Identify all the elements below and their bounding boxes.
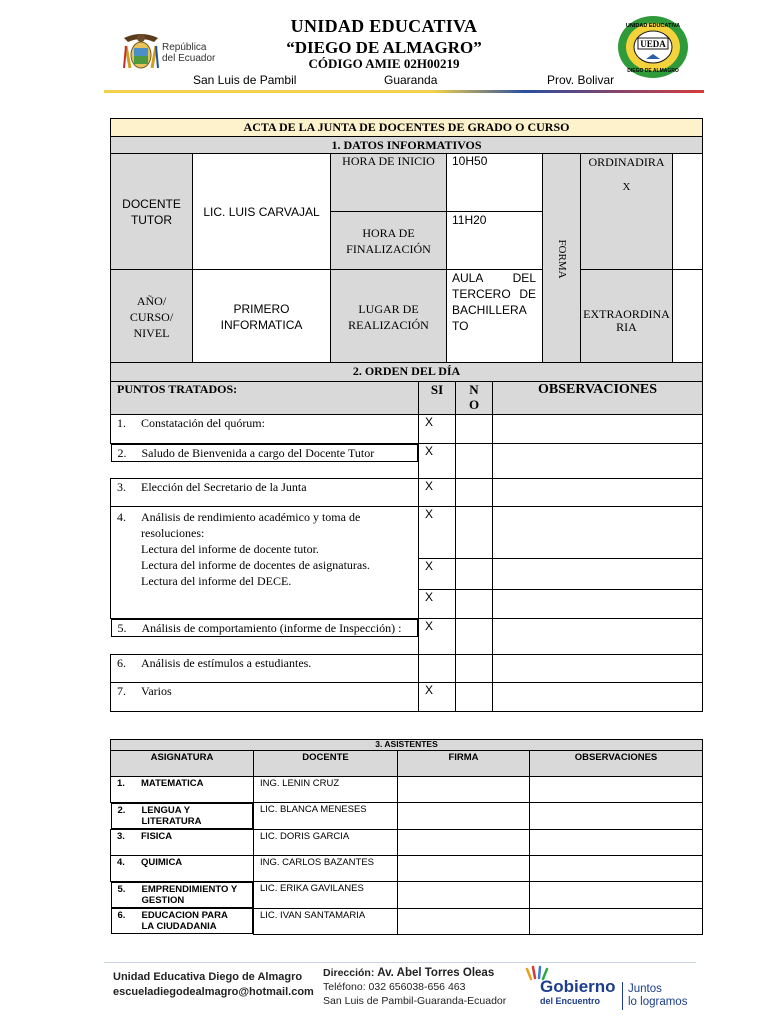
row-obs-cell xyxy=(530,882,703,909)
item-obs-cell xyxy=(493,655,703,683)
col-observaciones-asist: OBSERVACIONES xyxy=(530,751,703,777)
item-text: Saludo de Bienvenida a cargo del Docente Tutor xyxy=(141,446,375,460)
item-number: 7. xyxy=(117,684,126,698)
item-obs-cell xyxy=(493,590,703,619)
item-text: Varios xyxy=(141,684,172,698)
row-firma-cell xyxy=(398,830,530,856)
asistente-row xyxy=(111,882,703,909)
gobierno-logo xyxy=(540,978,616,1006)
item-si-mark: X xyxy=(419,683,456,712)
lugar-value: AULA DEL TERCERO DE BACHILLERA TO xyxy=(447,270,543,364)
ordinaria-cell xyxy=(581,154,673,270)
asistentes-table xyxy=(110,739,703,935)
orden-row xyxy=(111,507,703,559)
item-text: Elección del Secretario de la Junta xyxy=(141,480,307,494)
row-docente: LIC. BLANCA MENESES xyxy=(254,803,398,830)
col-firma: FIRMA xyxy=(398,751,530,777)
item-obs-cell xyxy=(493,683,703,712)
footer-divider xyxy=(104,962,696,963)
republica-line2: del Ecuador xyxy=(162,53,216,64)
encuentro-text: del Encuentro xyxy=(540,996,601,1006)
acta-title: ACTA DE LA JUNTA DE DOCENTES DE GRADO O CURSO xyxy=(111,119,703,137)
item-si-mark: X xyxy=(419,507,456,559)
row-docente: LIC. DORIS GARCIA xyxy=(254,830,398,856)
item-text: Análisis de rendimiento académico y toma de resoluciones: xyxy=(141,510,361,540)
row-docente: LIC. IVAN SANTAMARIA xyxy=(254,908,398,934)
col-observaciones: OBSERVACIONES xyxy=(493,382,703,415)
row-docente: ING. CARLOS BAZANTES xyxy=(254,856,398,882)
document-header xyxy=(0,0,768,96)
item-no-cell xyxy=(456,655,493,683)
row-number: 1. xyxy=(117,778,125,789)
item-number: 4. xyxy=(117,510,126,524)
row-firma-cell xyxy=(398,856,530,882)
acta-table xyxy=(110,118,703,364)
item-subtext: Lectura del informe del DECE. xyxy=(141,574,292,588)
row-asignatura: FISICA xyxy=(141,831,173,842)
item-text: Análisis de comportamiento (informe de Inspección) : xyxy=(141,621,402,635)
orden-row xyxy=(111,415,703,444)
row-number: 4. xyxy=(117,857,125,868)
extraordinaria-check-cell xyxy=(673,270,703,364)
orden-table xyxy=(110,362,703,712)
col-no: N O xyxy=(456,382,493,415)
asistente-row xyxy=(111,777,703,803)
row-docente: ING. LENIN CRUZ xyxy=(254,777,398,803)
footer-school-info xyxy=(113,970,314,1000)
item-obs-cell xyxy=(493,619,703,655)
school-logo-icon xyxy=(616,14,690,80)
forma-label xyxy=(543,154,581,364)
item-obs-cell xyxy=(493,415,703,444)
ordinaria-label: ORDINADIRA xyxy=(588,155,665,169)
item-no-cell xyxy=(456,444,493,479)
hora-fin-value: 11H20 xyxy=(447,212,543,270)
republica-line1: República xyxy=(162,42,207,53)
docente-tutor-label: DOCENTE TUTOR xyxy=(111,154,193,270)
row-firma-cell xyxy=(398,882,530,909)
location-province: Prov. Bolivar xyxy=(547,73,615,87)
row-number: 5. xyxy=(117,884,126,895)
row-firma-cell xyxy=(398,908,530,934)
lugar-label: LUGAR DE REALIZACIÓN xyxy=(331,270,447,364)
item-no-cell xyxy=(456,590,493,619)
juntos-line1: Juntos xyxy=(628,983,662,995)
item-si-mark: X xyxy=(419,559,456,590)
amie-code: CÓDIGO AMIE 02H00219 xyxy=(308,56,460,71)
page-title: UNIDAD EDUCATIVA xyxy=(290,16,478,36)
school-name: “DIEGO DE ALMAGRO” xyxy=(286,38,482,57)
row-firma-cell xyxy=(398,777,530,803)
item-number: 2. xyxy=(117,446,127,460)
item-si-mark: X xyxy=(419,479,456,507)
row-asignatura: LENGUA Y LITERATURA xyxy=(141,805,202,827)
item-subtext: Lectura del informe de docente tutor. xyxy=(141,542,319,556)
row-number: 2. xyxy=(117,805,126,816)
docente-tutor-value: LIC. LUIS CARVAJAL xyxy=(193,154,331,270)
item-obs-cell xyxy=(493,507,703,559)
section1-row xyxy=(111,137,703,154)
item-si-mark: X xyxy=(419,415,456,444)
footer-ciudad: San Luis de Pambil-Guaranda-Ecuador xyxy=(323,995,507,1007)
col-puntos-tratados: PUNTOS TRATADOS: xyxy=(111,382,419,415)
row-asignatura: MATEMATICA xyxy=(141,778,204,789)
header-divider xyxy=(104,90,704,93)
item-obs-cell xyxy=(493,559,703,590)
row-asignatura: QUIMICA xyxy=(141,857,183,868)
orden-row xyxy=(111,479,703,507)
section3-heading: 3. ASISTENTES xyxy=(111,740,703,751)
item-number: 1. xyxy=(117,416,126,430)
anio-curso-value: PRIMERO INFORMATICA xyxy=(193,270,331,364)
item-no-cell xyxy=(456,479,493,507)
ordinaria-mark: X xyxy=(622,181,631,193)
col-asignatura: ASIGNATURA xyxy=(111,751,254,777)
row-obs-cell xyxy=(530,856,703,882)
footer-email: escueladiegodealmagro@hotmail.com xyxy=(113,986,314,998)
item-si-mark xyxy=(419,655,456,683)
footer-school-name: Unidad Educativa Diego de Almagro xyxy=(113,971,303,983)
item-no-cell xyxy=(456,559,493,590)
item-number: 5. xyxy=(117,621,127,635)
orden-row xyxy=(111,683,703,712)
row-obs-cell xyxy=(530,830,703,856)
asistente-row xyxy=(111,803,703,830)
anio-curso-label: AÑO/ CURSO/ NIVEL xyxy=(111,270,193,364)
asistente-row xyxy=(111,908,703,934)
asistente-row xyxy=(111,856,703,882)
forma-text: FORMA xyxy=(555,238,568,279)
footer-address xyxy=(323,966,506,1008)
item-obs-cell xyxy=(493,444,703,479)
orden-row xyxy=(111,444,703,479)
row-obs-cell xyxy=(530,908,703,934)
item-no-cell xyxy=(456,415,493,444)
location-town: San Luis de Pambil xyxy=(193,73,297,87)
row-asignatura: EDUCACION PARA LA CIUDADANIA xyxy=(141,910,228,932)
juntos-line2: lo logramos xyxy=(628,996,688,1008)
juntos-slogan xyxy=(628,983,687,1009)
hora-inicio-value: 10H50 xyxy=(447,154,543,212)
row-number: 6. xyxy=(117,910,126,921)
row-obs-cell xyxy=(530,803,703,830)
item-si-mark: X xyxy=(419,444,456,479)
ordinaria-check-cell xyxy=(673,154,703,270)
item-subtext: Lectura del informe de docentes de asignaturas. xyxy=(141,558,370,572)
footer-telefono: Teléfono: 032 656038-656 463 xyxy=(323,981,466,993)
section2-heading: 2. ORDEN DEL DÍA xyxy=(111,363,703,382)
logo-ueda-text: UEDA xyxy=(640,39,666,49)
logo-top-text: UNIDAD EDUCATIVA xyxy=(625,23,681,29)
col-si: SI xyxy=(419,382,456,415)
gobierno-text: Gobierno xyxy=(540,977,616,996)
section1-heading: 1. DATOS INFORMATIVOS xyxy=(111,137,703,154)
orden-row xyxy=(111,655,703,683)
item-no-cell xyxy=(456,507,493,559)
extraordinaria-label: EXTRAORDINA RIA xyxy=(581,270,673,364)
location-city: Guaranda xyxy=(384,73,438,87)
hora-fin-label: HORA DE FINALIZACIÓN xyxy=(331,212,447,270)
direccion-value: Av. Abel Torres Oleas xyxy=(377,967,495,979)
asistente-row xyxy=(111,830,703,856)
row-asignatura: EMPRENDIMIENTO Y GESTION xyxy=(141,884,238,906)
row-obs-cell xyxy=(530,777,703,803)
item-no-cell xyxy=(456,683,493,712)
orden-row xyxy=(111,619,703,655)
logo-bottom-text: DIEGO DE ALMAGRO xyxy=(627,68,679,74)
item-text: Análisis de estímulos a estudiantes. xyxy=(141,656,312,670)
col-docente: DOCENTE xyxy=(254,751,398,777)
acta-title-row xyxy=(111,119,703,137)
item-number: 6. xyxy=(117,656,126,670)
item-si-mark: X xyxy=(419,590,456,619)
hora-inicio-label: HORA DE INICIO xyxy=(331,154,447,212)
row-docente: LIC. ERIKA GAVILANES xyxy=(254,882,398,909)
row-number: 3. xyxy=(117,831,125,842)
item-text: Constatación del quórum: xyxy=(141,416,265,430)
item-number: 3. xyxy=(117,480,126,494)
direccion-label: Dirección: xyxy=(323,967,378,979)
juntos-divider xyxy=(622,982,623,1010)
item-no-cell xyxy=(456,619,493,655)
item-obs-cell xyxy=(493,479,703,507)
item-si-mark: X xyxy=(419,619,456,655)
row-firma-cell xyxy=(398,803,530,830)
